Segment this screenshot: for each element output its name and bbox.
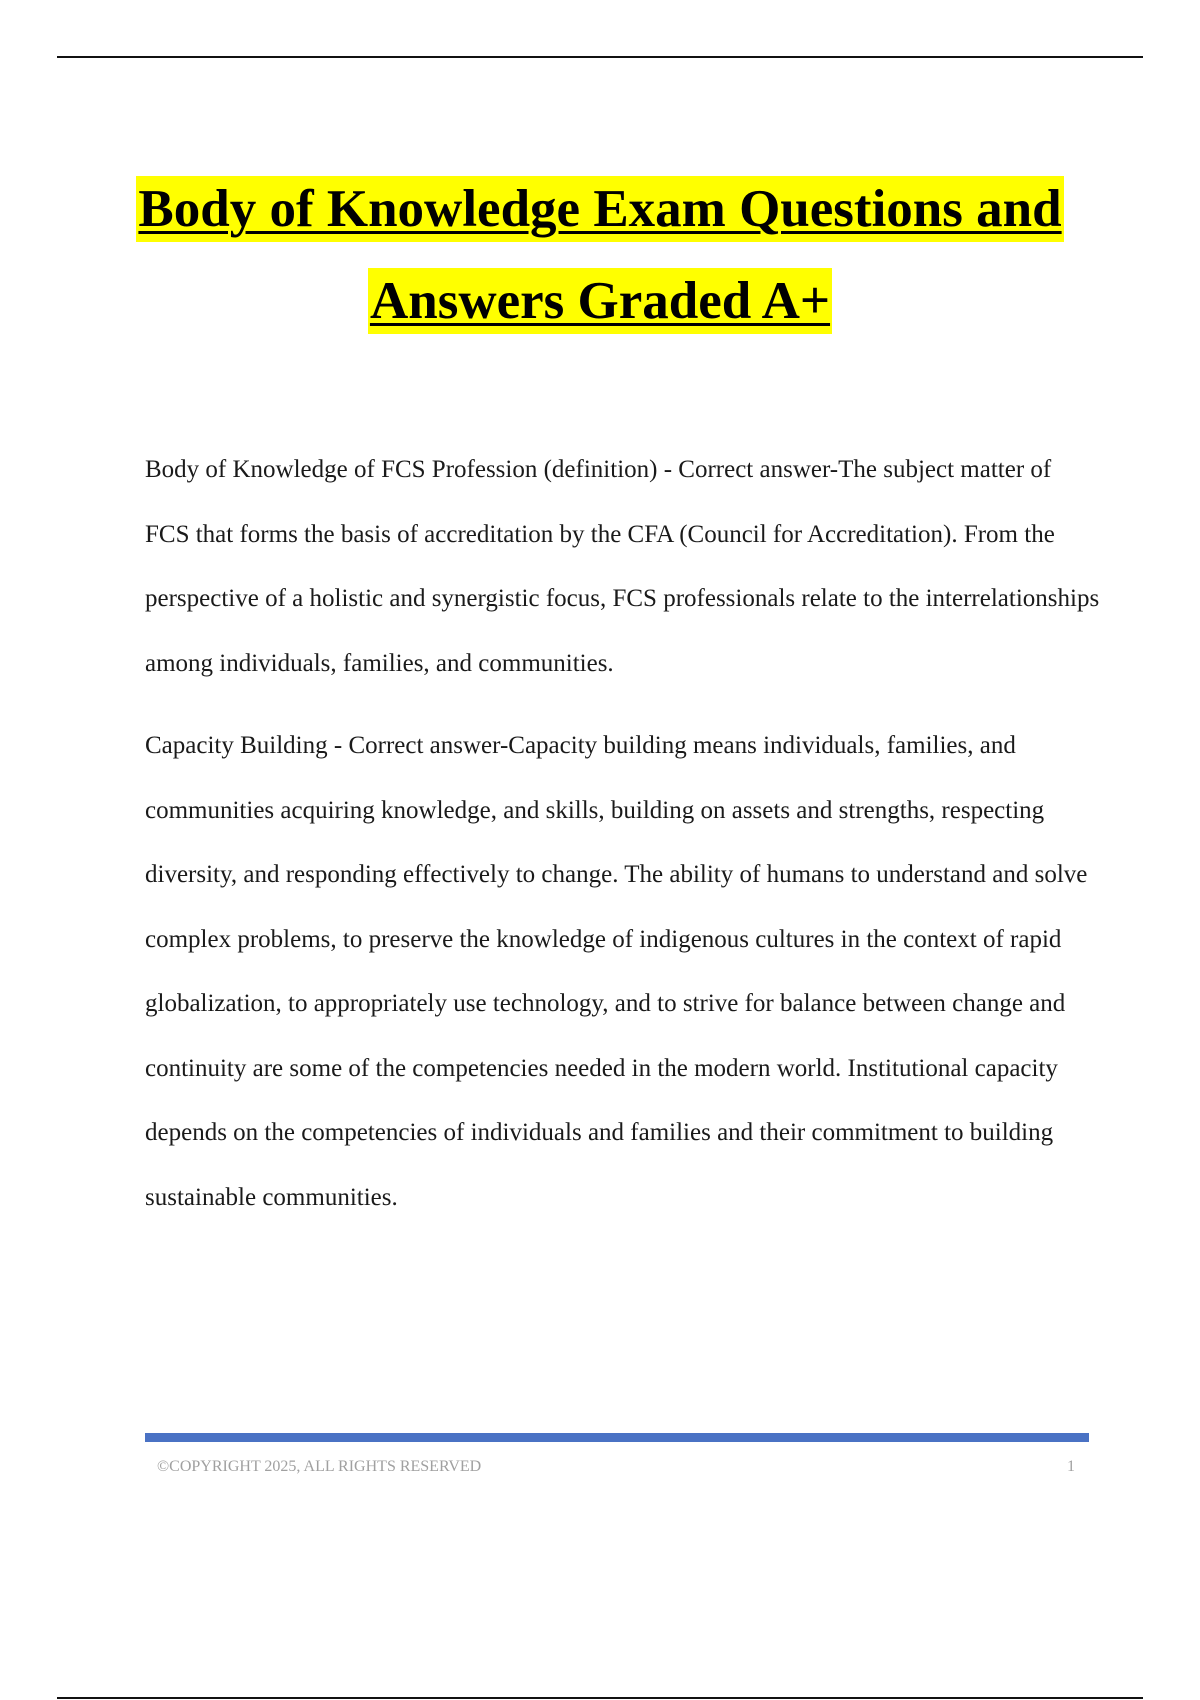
- copyright-notice: ©COPYRIGHT 2025, ALL RIGHTS RESERVED: [157, 1458, 482, 1475]
- top-rule: [57, 56, 1143, 58]
- bottom-rule: [57, 1697, 1143, 1699]
- page-footer: [157, 1458, 1075, 1476]
- footer-divider: [145, 1433, 1089, 1442]
- qa-entry-capacity-building: Capacity Building - Correct answer-Capacity building means individuals, families, and communities acquiring knowledge, and skills, building on assets and strengths, respecting diversity, and responding effectively to change. The ability of humans to understand and solve complex problems, to preserve the knowledge of indigenous cultures in the context of rapid globalization, to appropriately use technology, and to strive for balance between change and continuity are some of the competencies needed in the modern world. Institutional capacity depends on the competencies of individuals and families and their commitment to building sustainable communities.: [145, 732, 1088, 1211]
- title-line-2: Answers Graded A+: [368, 268, 832, 334]
- page-number: 1: [1067, 1458, 1075, 1475]
- qa-entry-body-of-knowledge: Body of Knowledge of FCS Profession (definition) - Correct answer-The subject matter of FCS that forms the basis of accreditation by the CFA (Council for Accreditation). From the perspective of a holistic and synergistic focus, FCS professionals relate to the interrelationships among individuals, families, and communities.: [145, 456, 1100, 677]
- title-line-1: Body of Knowledge Exam Questions and: [136, 176, 1063, 242]
- document-title: [0, 176, 1200, 334]
- document-body: [145, 438, 1100, 1248]
